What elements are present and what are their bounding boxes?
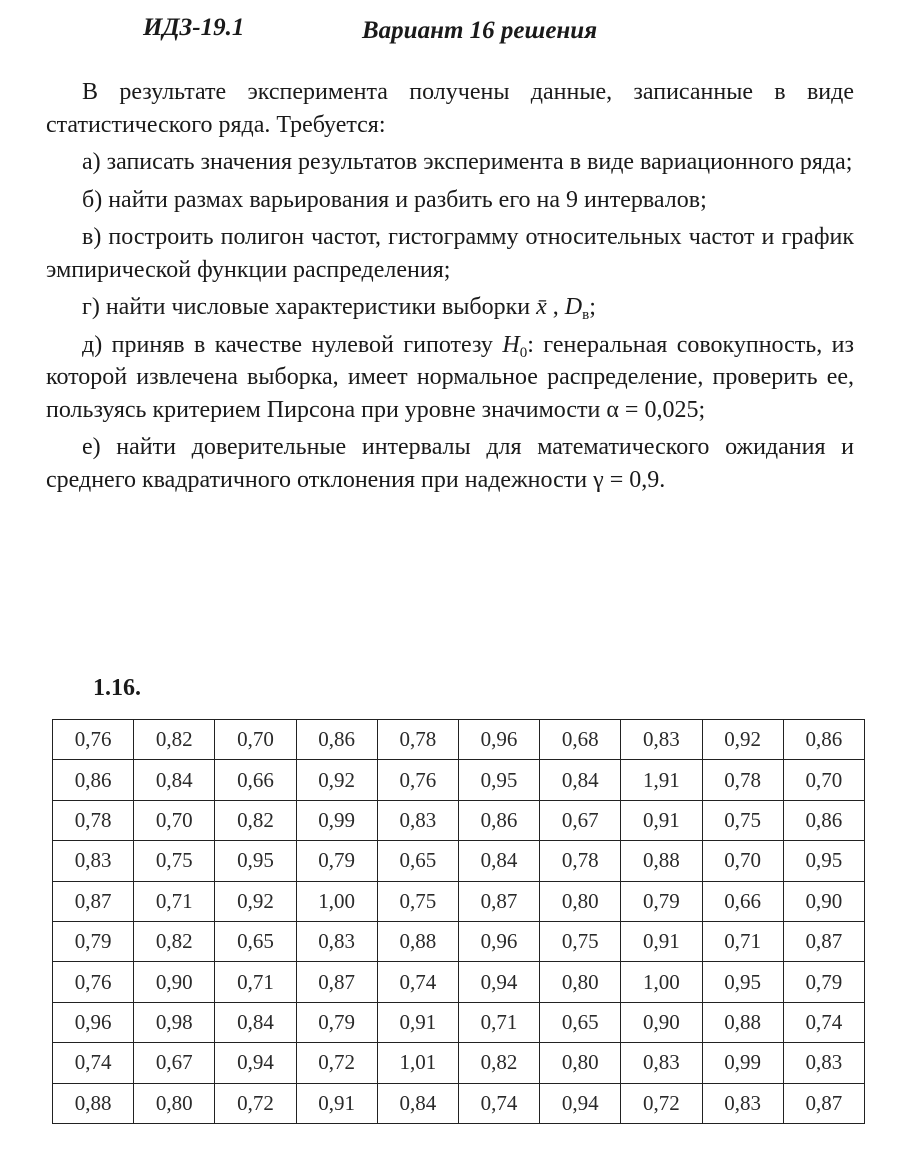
table-cell: 0,95 — [783, 841, 864, 881]
task-item-g-text: г) найти числовые характеристики выборки — [82, 294, 537, 320]
task-item-g — [46, 291, 854, 324]
table-cell: 0,90 — [783, 881, 864, 921]
table-cell: 0,98 — [134, 1002, 215, 1042]
table-cell: 0,88 — [53, 1083, 134, 1123]
table-cell: 0,71 — [702, 921, 783, 961]
table-cell: 0,72 — [215, 1083, 296, 1123]
table-cell: 0,96 — [458, 720, 539, 760]
table-cell: 0,88 — [702, 1002, 783, 1042]
table-cell: 0,94 — [458, 962, 539, 1002]
table-cell: 0,88 — [377, 921, 458, 961]
table-cell: 0,79 — [53, 921, 134, 961]
table-row — [53, 760, 865, 800]
table-cell: 0,79 — [296, 1002, 377, 1042]
task-item-e: е) найти доверительные интервалы для математического ожидания и среднего квадратичного отклонения при надежности γ = 0,9. — [46, 434, 854, 493]
table-row — [53, 1083, 865, 1123]
table-cell: 0,68 — [540, 720, 621, 760]
table-row — [53, 720, 865, 760]
table-cell: 0,75 — [702, 800, 783, 840]
task-item-v: в) построить полигон частот, гистограмму относительных частот и график эмпирической функции распределения; — [46, 224, 854, 283]
table-row — [53, 1043, 865, 1083]
data-table — [52, 719, 865, 1124]
table-cell: 0,71 — [134, 881, 215, 921]
table-cell: 0,66 — [702, 881, 783, 921]
table-cell: 0,71 — [458, 1002, 539, 1042]
table-cell: 0,83 — [621, 1043, 702, 1083]
table-cell: 0,91 — [377, 1002, 458, 1042]
table-cell: 0,99 — [702, 1043, 783, 1083]
table-cell: 0,76 — [377, 760, 458, 800]
table-cell: 0,88 — [621, 841, 702, 881]
table-cell: 1,01 — [377, 1043, 458, 1083]
table-row — [53, 841, 865, 881]
table-cell: 0,94 — [215, 1043, 296, 1083]
table-cell: 0,87 — [783, 921, 864, 961]
table-cell: 0,72 — [296, 1043, 377, 1083]
assignment-code: ИДЗ-19.1 — [143, 14, 245, 41]
table-cell: 0,92 — [215, 881, 296, 921]
task-item-d-rest: : генеральная совокупность, из которой извлечена выборка, имеет нормальное распределение, проверить ее, пользуясь критерием Пирсона при уровне значимости α = 0,025; — [46, 331, 854, 423]
table-cell: 1,00 — [621, 962, 702, 1002]
task-intro: В результате эксперимента получены данные, записанные в виде статистического ряда. Требуется: — [46, 79, 854, 138]
table-cell: 0,79 — [621, 881, 702, 921]
table-cell: 0,82 — [215, 800, 296, 840]
sample-variance-symbol: D — [564, 294, 583, 320]
table-cell: 0,86 — [296, 720, 377, 760]
document-header — [0, 14, 910, 54]
table-cell: 1,91 — [621, 760, 702, 800]
table-cell: 0,65 — [540, 1002, 621, 1042]
table-cell: 0,78 — [540, 841, 621, 881]
table-cell: 0,84 — [134, 760, 215, 800]
table-row — [53, 800, 865, 840]
table-cell: 0,79 — [296, 841, 377, 881]
hypothesis-subscript: 0 — [519, 344, 528, 361]
task-description — [46, 76, 854, 496]
table-cell: 0,74 — [458, 1083, 539, 1123]
table-cell: 0,86 — [53, 760, 134, 800]
table-cell: 0,74 — [783, 1002, 864, 1042]
table-cell: 0,84 — [377, 1083, 458, 1123]
table-cell: 0,72 — [621, 1083, 702, 1123]
task-item-b: б) найти размах варьирования и разбить его на 9 интервалов; — [82, 186, 707, 213]
table-cell: 0,66 — [215, 760, 296, 800]
table-row — [53, 921, 865, 961]
table-cell: 0,71 — [215, 962, 296, 1002]
table-cell: 0,95 — [702, 962, 783, 1002]
table-cell: 0,82 — [458, 1043, 539, 1083]
table-row — [53, 962, 865, 1002]
table-cell: 0,80 — [540, 1043, 621, 1083]
table-cell: 0,87 — [458, 881, 539, 921]
table-cell: 0,70 — [134, 800, 215, 840]
null-hypothesis-symbol: H — [502, 331, 520, 358]
table-cell: 0,70 — [215, 720, 296, 760]
table-cell: 0,86 — [458, 800, 539, 840]
table-cell: 0,92 — [296, 760, 377, 800]
table-cell: 0,74 — [53, 1043, 134, 1083]
table-cell: 0,83 — [53, 841, 134, 881]
table-cell: 0,91 — [296, 1083, 377, 1123]
table-cell: 0,87 — [296, 962, 377, 1002]
table-cell: 0,70 — [783, 760, 864, 800]
table-cell: 0,65 — [215, 921, 296, 961]
task-item-d-text: д) приняв в качестве нулевой гипотезу — [82, 331, 503, 358]
table-cell: 0,96 — [458, 921, 539, 961]
table-cell: 0,83 — [377, 800, 458, 840]
sample-mean-symbol: x̄ — [536, 294, 547, 320]
table-cell: 0,83 — [783, 1043, 864, 1083]
table-cell: 0,83 — [702, 1083, 783, 1123]
table-cell: 0,76 — [53, 720, 134, 760]
separator: , — [546, 294, 565, 320]
table-cell: 0,65 — [377, 841, 458, 881]
table-cell: 0,78 — [377, 720, 458, 760]
table-cell: 0,80 — [540, 881, 621, 921]
table-cell: 0,82 — [134, 720, 215, 760]
table-cell: 0,95 — [458, 760, 539, 800]
table-cell: 0,86 — [783, 720, 864, 760]
table-cell: 0,82 — [134, 921, 215, 961]
table-cell: 0,96 — [53, 1002, 134, 1042]
table-cell: 0,86 — [783, 800, 864, 840]
table-cell: 0,91 — [621, 921, 702, 961]
table-cell: 0,83 — [296, 921, 377, 961]
table-cell: 0,84 — [215, 1002, 296, 1042]
table-cell: 0,67 — [540, 800, 621, 840]
problem-number: 1.16. — [93, 675, 141, 701]
table-cell: 0,84 — [458, 841, 539, 881]
table-cell: 0,99 — [296, 800, 377, 840]
table-cell: 0,80 — [134, 1083, 215, 1123]
table-cell: 0,75 — [540, 921, 621, 961]
table-cell: 0,84 — [540, 760, 621, 800]
table-cell: 0,75 — [134, 841, 215, 881]
table-cell: 0,87 — [783, 1083, 864, 1123]
table-cell: 0,95 — [215, 841, 296, 881]
table-cell: 0,83 — [621, 720, 702, 760]
table-cell: 0,80 — [540, 962, 621, 1002]
table-cell: 0,90 — [134, 962, 215, 1002]
table-row — [53, 1002, 865, 1042]
table-cell: 0,91 — [621, 800, 702, 840]
table-row — [53, 881, 865, 921]
table-cell: 0,87 — [53, 881, 134, 921]
table-cell: 0,78 — [702, 760, 783, 800]
table-cell: 0,79 — [783, 962, 864, 1002]
table-cell: 0,78 — [53, 800, 134, 840]
table-cell: 0,76 — [53, 962, 134, 1002]
punctuation: ; — [589, 294, 596, 320]
variant-title: Вариант 16 решения — [362, 17, 598, 44]
task-item-a: а) записать значения результатов эксперимента в виде вариационного ряда; — [82, 149, 853, 175]
table-cell: 0,70 — [702, 841, 783, 881]
table-cell: 0,75 — [377, 881, 458, 921]
table-cell: 0,67 — [134, 1043, 215, 1083]
table-cell: 0,74 — [377, 962, 458, 1002]
variance-subscript: в — [582, 307, 590, 323]
table-cell: 1,00 — [296, 881, 377, 921]
table-cell: 0,94 — [540, 1083, 621, 1123]
table-cell: 0,90 — [621, 1002, 702, 1042]
table-cell: 0,92 — [702, 720, 783, 760]
task-item-d — [46, 329, 854, 427]
